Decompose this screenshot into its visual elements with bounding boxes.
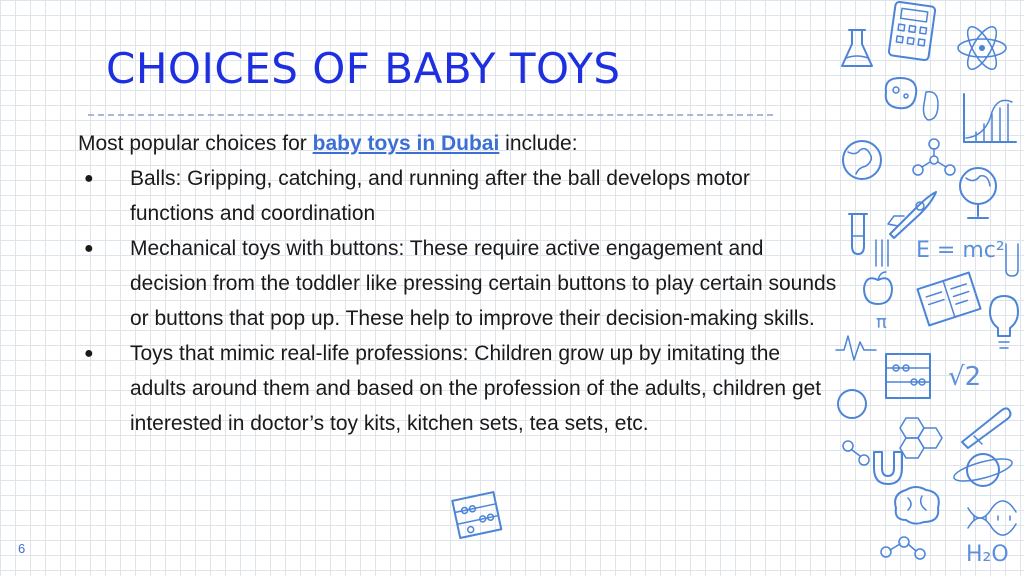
- slide-body: [78, 126, 838, 441]
- apple-icon: [834, 384, 872, 424]
- list-item-text: Balls: Gripping, catching, and running after the ball develops motor functions and coordination: [130, 167, 750, 225]
- list-item: [78, 231, 838, 336]
- slide-title: CHOICES OF BABY TOYS: [106, 44, 621, 93]
- test-tube-icon: [1000, 240, 1024, 280]
- list-item-text: Mechanical toys with buttons: These require active engagement and decision from the toddler like pressing certain buttons to play certain sounds or buttons that pop up. These help to improve their decision-making skills.: [130, 237, 837, 330]
- title-divider: [88, 114, 773, 116]
- flask-icon: [836, 26, 878, 74]
- apple-icon: [858, 268, 898, 310]
- dna-icon: [964, 498, 1020, 538]
- atom-icon: [952, 18, 1012, 78]
- test-tube-icon: [842, 208, 872, 260]
- molecule-icon: [876, 528, 930, 568]
- globe-icon: [838, 136, 886, 186]
- graph-icon: [834, 326, 878, 366]
- page-number: 6: [18, 541, 26, 556]
- abacus-icon: [448, 490, 506, 542]
- intro-prefix: Most popular choices for: [78, 132, 307, 155]
- toy-choices-list: [78, 161, 838, 441]
- bullet-icon: ●: [84, 170, 94, 187]
- brain-icon: [886, 480, 948, 530]
- list-item: [78, 161, 838, 231]
- formula-energy: E = mc²: [916, 238, 1005, 263]
- globe-icon: [950, 160, 1006, 226]
- microbe-icon: [918, 86, 948, 126]
- bullet-icon: ●: [84, 345, 94, 362]
- baby-toys-link[interactable]: baby toys in Dubai: [312, 132, 500, 155]
- intro-line: [78, 126, 838, 161]
- planet-icon: [948, 440, 1018, 500]
- bullet-icon: ●: [84, 240, 94, 257]
- formula-water: H₂O: [966, 542, 1009, 567]
- formula-sqrt: √2: [948, 362, 982, 392]
- lightbulb-icon: [984, 290, 1024, 356]
- abacus-icon: [878, 348, 938, 406]
- list-item-text: Toys that mimic real-life professions: Children grow up by imitating the adults around them and based on the profession of the adults, children get interested in doctor’s toy kits, kitchen sets, tea sets, etc.: [130, 342, 822, 435]
- book-icon: [912, 268, 986, 330]
- formula-pi: π: [876, 312, 887, 333]
- calculator-icon: [884, 0, 944, 64]
- intro-suffix: include:: [505, 132, 578, 155]
- test-tube-icon: [870, 236, 894, 270]
- graph-icon: [956, 88, 1020, 150]
- list-item: [78, 336, 838, 441]
